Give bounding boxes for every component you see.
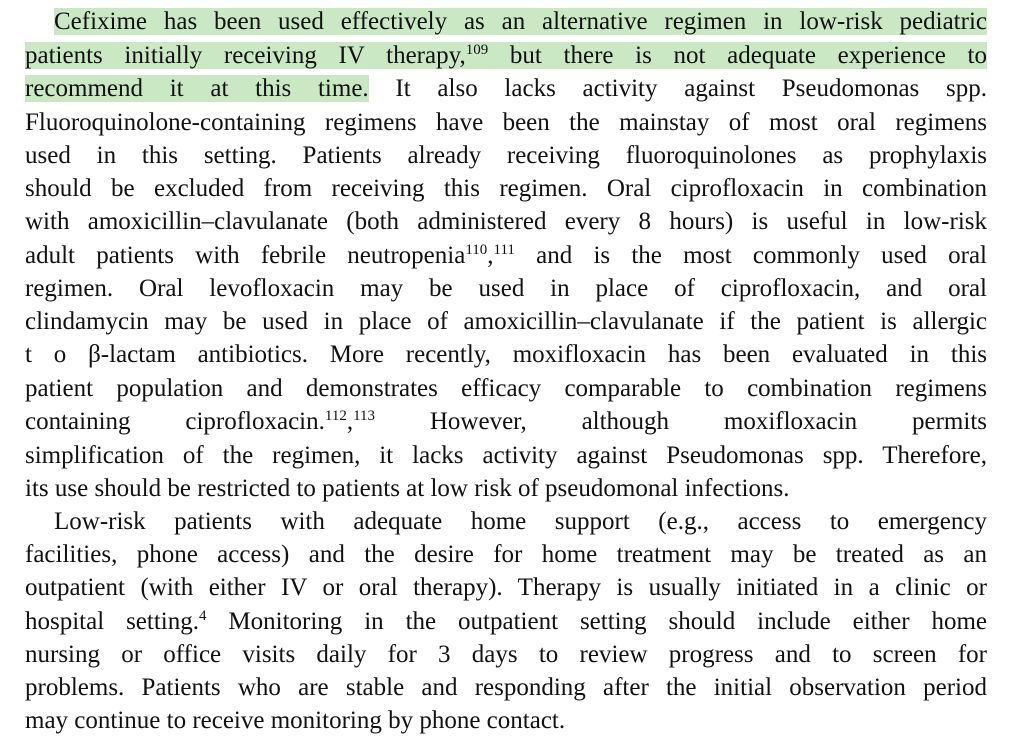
- text-line: clindamycin may be used in place of amoxicillin–clavulanate if the patient is allergic: [25, 308, 987, 335]
- text-line: may continue to receive monitoring by phone contact.: [25, 707, 566, 734]
- text-line: recommend it at this time. It also lacks activity against Pseudomonas spp.: [25, 75, 987, 102]
- citation-superscript: 109: [465, 42, 489, 58]
- text-line: used in this setting. Patients already receiving fluoroquinolones as prophylaxis: [25, 142, 987, 169]
- text-line: t o β-lactam antibiotics. More recently, moxifloxacin has been evaluated in this: [25, 341, 987, 368]
- text-line: hospital setting.$^4$ Monitoring in the outpatient setting should include either home: [25, 608, 987, 635]
- text-line: regimen. Oral levofloxacin may be used in place of ciprofloxacin, and oral: [25, 275, 987, 302]
- text-line: Fluoroquinolone-containing regimens have been the mainstay of most oral regimens: [25, 109, 987, 136]
- text-line: adult patients with febrile neutropenia$^{110}$,$^{111}$ and is the most commonly used oral: [25, 242, 987, 269]
- citation-superscript: 4: [199, 608, 207, 624]
- citation-superscript: 113: [353, 408, 376, 424]
- citation-superscript: 112: [324, 408, 347, 424]
- highlighted-text: Cefixime has been used effectively as an alternative regimen in low-risk pediatric: [54, 8, 987, 35]
- text-line: [54, 5, 987, 38]
- text-line: Low-risk patients with adequate home support (e.g., access to emergency: [54, 508, 987, 535]
- text-line: nursing or office visits daily for 3 days to review progress and to screen for: [25, 641, 987, 668]
- highlighted-text: recommend it at this time.: [25, 75, 369, 102]
- text-line: simplification of the regimen, it lacks activity against Pseudomonas spp. Therefore,: [25, 442, 987, 469]
- highlighted-text: patients initially receiving IV therapy,$^{109}$ but there is not adequate experience to: [25, 42, 988, 69]
- text-line: problems. Patients who are stable and responding after the initial observation period: [25, 674, 987, 701]
- citation-superscript: 110: [465, 242, 488, 258]
- text-line: facilities, phone access) and the desire for home treatment may be treated as an: [25, 541, 987, 568]
- text-line: containing ciprofloxacin.$^{112}$,$^{113}$ However, although moxifloxacin permits: [25, 408, 987, 435]
- text-line: outpatient (with either IV or oral therapy). Therapy is usually initiated in a clinic or: [25, 574, 987, 601]
- text-line: should be excluded from receiving this regimen. Oral ciprofloxacin in combination: [25, 175, 987, 202]
- text-line: with amoxicillin–clavulanate (both administered every 8 hours) is useful in low-risk: [25, 208, 987, 235]
- citation-superscript: 111: [493, 242, 515, 258]
- text-line: its use should be restricted to patients at low risk of pseudomonal infections.: [25, 475, 790, 502]
- text-line: patient population and demonstrates efficacy comparable to combination regimens: [25, 375, 987, 402]
- text-line: [25, 39, 987, 72]
